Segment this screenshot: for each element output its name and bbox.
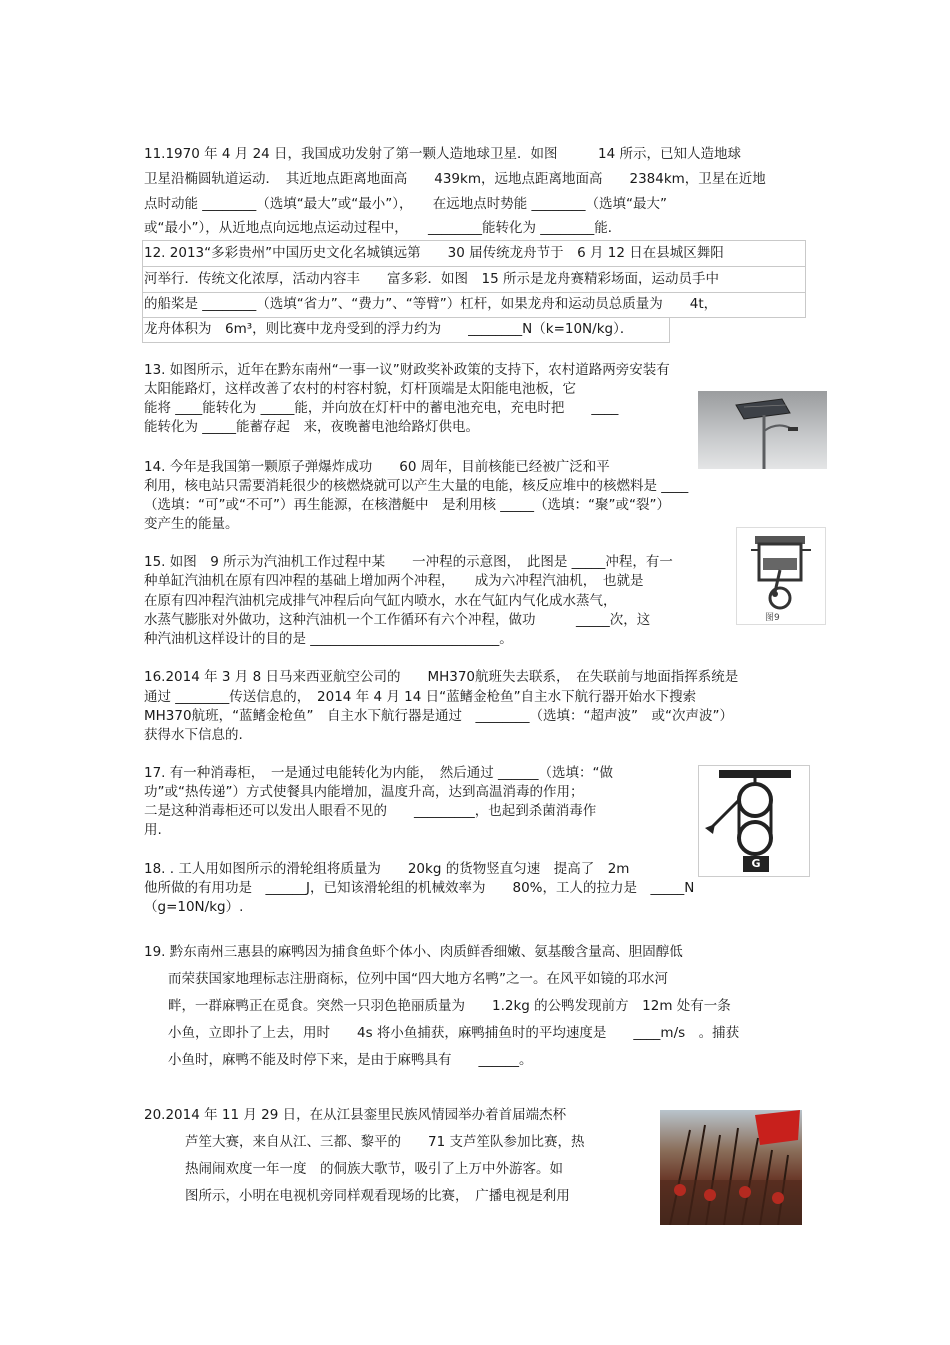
figure-9-caption: 图9 xyxy=(765,613,780,623)
solar-street-light-image xyxy=(698,391,827,469)
weight-block: G xyxy=(743,856,769,872)
q11-line-3: 点时动能 ________（选填“最大”或“最小”）， 在远地点时势能 ________（选填“最大” xyxy=(144,196,668,212)
q12-line-2: 河举行．传统文化浓厚，活动内容丰 富多彩．如图 15 所示是龙舟赛精彩场面，运动员手中 xyxy=(144,271,719,287)
q20-line-3: 热闹闹欢度一年一度 的侗族大歌节，吸引了上万中外游客。如 xyxy=(185,1161,563,1177)
q14-line-2: 利用，核电站只需要消耗很少的核燃烧就可以产生大量的电能，核反应堆中的核燃料是 ____ xyxy=(144,478,689,494)
engine-cylinder-diagram xyxy=(736,527,826,625)
lusheng-competition-photo xyxy=(660,1110,802,1225)
q11-line-2: 卫星沿椭圆轨道运动． 其近地点距离地面高 439km，远地点距离地面高 2384km，卫星在近地 xyxy=(144,171,766,187)
q15-line-5: 种汽油机这样设计的目的是 ____________________________。 xyxy=(144,631,513,647)
q17-line-1: 17. 有一种消毒柜， 一是通过电能转化为内能， 然后通过 ______（选填：“做 xyxy=(144,765,614,781)
q19-line-5: 小鱼时，麻鸭不能及时停下来，是由于麻鸭具有 ______。 xyxy=(168,1052,533,1068)
q14-line-4: 变产生的能量。 xyxy=(144,516,239,532)
q19-line-3: 畔，一群麻鸭正在觅食。突然一只羽色艳丽质量为 1.2kg 的公鸭发现前方 12m 处有一条 xyxy=(168,998,731,1014)
q17-line-3: 二是这种消毒柜还可以发出人眼看不见的 _________，也起到杀菌消毒作 xyxy=(144,803,597,819)
q12-line-1: 12. 2013“多彩贵州”中国历史文化名城镇远第 30 届传统龙舟节于 6 月 12 日在县城区舞阳 xyxy=(144,245,724,261)
q14-line-3: （选填：“可”或“不可”）再生能源，在核潜艇中 是利用核 _____（选填：“聚”或“裂”） xyxy=(144,497,670,513)
q18-line-3: （g=10N/kg）. xyxy=(144,899,244,915)
q16-line-3: MH370航班，“蓝鳍金枪鱼” 自主水下航行器是通过 ________（选填：“超声波” 或“次声波”） xyxy=(144,708,734,724)
q14-line-1: 14. 今年是我国第一颗原子弹爆炸成功 60 周年，目前核能已经被广泛和平 xyxy=(144,459,610,475)
q20-line-1: 20.2014 年 11 月 29 日，在从江县銮里民族风情园举办着首届端杰杯 xyxy=(144,1107,567,1123)
pulley-system-diagram xyxy=(698,765,810,877)
q17-line-2: 功”或“热传递”）方式使餐具内能增加，温度升高，达到高温消毒的作用； xyxy=(144,784,584,800)
q16-line-2: 通过 ________传送信息的， 2014 年 4 月 14 日“蓝鳍金枪鱼”自主水下航行器开始水下搜索 xyxy=(144,689,697,705)
q20-line-2: 芦笙大赛，来自从江、三都、黎平的 71 支芦笙队参加比赛，热 xyxy=(185,1134,585,1150)
q19-line-4: 小鱼，立即扑了上去，用时 4s 将小鱼捕获，麻鸭捕鱼时的平均速度是 ____m/s 。捕获 xyxy=(168,1025,740,1041)
q15-line-3: 在原有四冲程汽油机完成排气冲程后向气缸内喷水，水在气缸内气化成水蒸气， xyxy=(144,593,617,609)
q18-line-2: 他所做的有用功是 ______J，已知该滑轮组的机械效率为 80%，工人的拉力是 _____N xyxy=(144,880,695,896)
q13-line-2: 太阳能路灯，这样改善了农村的村容村貌，灯杆顶端是太阳能电池板，它 xyxy=(144,381,576,397)
q16-line-4: 获得水下信息的. xyxy=(144,727,243,743)
q16-line-1: 16.2014 年 3 月 8 日马来西亚航空公司的 MH370航班失去联系， 在失联前与地面指挥系统是 xyxy=(144,669,739,685)
q13-line-4: 能转化为 _____能蓄存起 来，夜晚蓄电池给路灯供电。 xyxy=(144,419,480,435)
q13-line-3: 能将 ____能转化为 _____能，并向放在灯杆中的蓄电池充电，充电时把 ____ xyxy=(144,400,619,416)
q11-line-4: 或“最小”），从近地点向远地点运动过程中， ________能转化为 ________能． xyxy=(144,220,622,236)
q20-line-4: 图所示，小明在电视机旁同样观看现场的比赛， 广播电视是利用 xyxy=(185,1188,570,1204)
q17-line-4: 用. xyxy=(144,822,162,838)
q15-line-4: 水蒸气膨胀对外做功，这种汽油机一个工作循环有六个冲程，做功 _____次，这 xyxy=(144,612,651,628)
q19-line-1: 19. 黔东南州三惠县的麻鸭因为捕食鱼虾个体小、肉质鲜香细嫩、氨基酸含量高、胆固醇低 xyxy=(144,944,683,960)
q12-line-4: 龙舟体积为 6m³，则比赛中龙舟受到的浮力约为 ________N（k=10N/kg）． xyxy=(144,321,634,337)
q12-line-3: 的船桨是 ________（选填“省力”、“费力”、“等臂”）杠杆，如果龙舟和运动员总质量为 4t， xyxy=(144,296,718,312)
q18-line-1: 18. . 工人用如图所示的滑轮组将质量为 20kg 的货物竖直匀速 提高了 2m xyxy=(144,861,630,877)
q11-line-1: 11.1970 年 4 月 24 日，我国成功发射了第一颗人造地球卫星．如图 14 所示，已知人造地球 xyxy=(144,146,742,162)
q15-line-2: 种单缸汽油机在原有四冲程的基础上增加两个冲程， 成为六冲程汽油机， 也就是 xyxy=(144,573,644,589)
q19-line-2: 而荣获国家地理标志注册商标，位列中国“四大地方名鸭”之一。在风平如镜的邛水河 xyxy=(168,971,668,987)
q13-line-1: 13. 如图所示，近年在黔东南州“一事一议”财政奖补政策的支持下，农村道路两旁安装有 xyxy=(144,362,670,378)
q15-line-1: 15. 如图 9 所示为汽油机工作过程中某 一冲程的示意图， 此图是 _____冲程，有一 xyxy=(144,554,673,570)
